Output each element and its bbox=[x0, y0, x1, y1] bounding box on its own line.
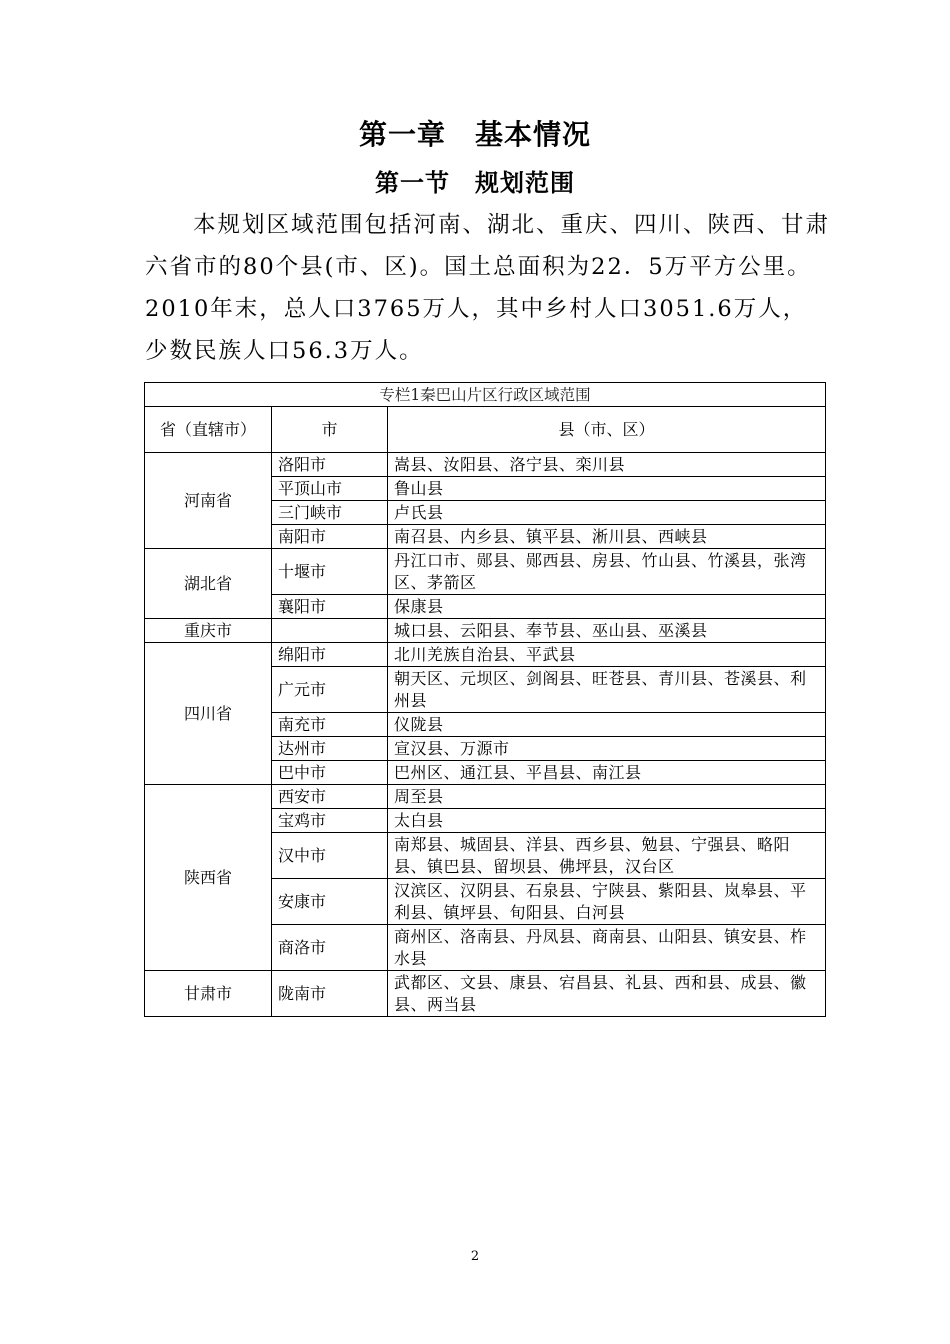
header-province: 省（直辖市） bbox=[145, 407, 272, 453]
county-cell: 周至县 bbox=[388, 785, 826, 809]
table-header-row bbox=[145, 407, 826, 453]
table-body bbox=[145, 383, 826, 1017]
city-cell: 汉中市 bbox=[272, 833, 388, 879]
table-row bbox=[145, 643, 826, 667]
province-cell: 陕西省 bbox=[145, 785, 272, 971]
province-cell: 四川省 bbox=[145, 643, 272, 785]
city-cell: 三门峡市 bbox=[272, 501, 388, 525]
table-row bbox=[145, 619, 826, 643]
city-cell: 南阳市 bbox=[272, 525, 388, 549]
city-cell: 巴中市 bbox=[272, 761, 388, 785]
city-cell: 南充市 bbox=[272, 713, 388, 737]
county-cell: 城口县、云阳县、奉节县、巫山县、巫溪县 bbox=[388, 619, 826, 643]
province-cell: 甘肃市 bbox=[145, 971, 272, 1017]
county-cell: 汉滨区、汉阴县、石泉县、宁陕县、紫阳县、岚皋县、平利县、镇坪县、旬阳县、白河县 bbox=[388, 879, 826, 925]
table-row bbox=[145, 971, 826, 1017]
province-cell: 重庆市 bbox=[145, 619, 272, 643]
admin-region-table bbox=[144, 382, 826, 1017]
county-cell: 朝天区、元坝区、剑阁县、旺苍县、青川县、苍溪县、利州县 bbox=[388, 667, 826, 713]
city-cell: 广元市 bbox=[272, 667, 388, 713]
chapter-title: 第一章 基本情况 bbox=[358, 118, 591, 151]
city-cell: 安康市 bbox=[272, 879, 388, 925]
header-county: 县（市、区） bbox=[388, 407, 826, 453]
city-cell: 洛阳市 bbox=[272, 453, 388, 477]
city-cell: 绵阳市 bbox=[272, 643, 388, 667]
city-cell: 西安市 bbox=[272, 785, 388, 809]
city-cell bbox=[272, 619, 388, 643]
county-cell: 太白县 bbox=[388, 809, 826, 833]
county-cell: 丹江口市、郧县、郧西县、房县、竹山县、竹溪县，张湾区、茅箭区 bbox=[388, 549, 826, 595]
county-cell: 武都区、文县、康县、宕昌县、礼县、西和县、成县、徽县、两当县 bbox=[388, 971, 826, 1017]
table-caption-row bbox=[145, 383, 826, 407]
table-row bbox=[145, 549, 826, 595]
city-cell: 平顶山市 bbox=[272, 477, 388, 501]
header-city: 市 bbox=[272, 407, 388, 453]
city-cell: 商洛市 bbox=[272, 925, 388, 971]
county-cell: 宣汉县、万源市 bbox=[388, 737, 826, 761]
city-cell: 襄阳市 bbox=[272, 595, 388, 619]
city-cell: 达州市 bbox=[272, 737, 388, 761]
county-cell: 卢氏县 bbox=[388, 501, 826, 525]
page-number: 2 bbox=[470, 1249, 480, 1264]
body-paragraph: 本规划区域范围包括河南、湖北、重庆、四川、陕西、甘肃六省市的80个县(市、区)。国土总面积为22．5万平方公里。2010年末，总人口3765万人，其中乡村人口3051.6万人，少数民族人口56.3万人。 bbox=[145, 212, 831, 364]
county-cell: 南郑县、城固县、洋县、西乡县、勉县、宁强县、略阳县、镇巴县、留坝县、佛坪县，汉台区 bbox=[388, 833, 826, 879]
section-title: 第一节 规划范围 bbox=[375, 169, 575, 197]
table-row bbox=[145, 785, 826, 809]
county-cell: 保康县 bbox=[388, 595, 826, 619]
county-cell: 南召县、内乡县、镇平县、淅川县、西峡县 bbox=[388, 525, 826, 549]
table-caption: 专栏1秦巴山片区行政区域范围 bbox=[145, 383, 826, 407]
county-cell: 北川羌族自治县、平武县 bbox=[388, 643, 826, 667]
province-cell: 河南省 bbox=[145, 453, 272, 549]
county-cell: 仪陇县 bbox=[388, 713, 826, 737]
county-cell: 商州区、洛南县、丹凤县、商南县、山阳县、镇安县、柞水县 bbox=[388, 925, 826, 971]
county-cell: 巴州区、通江县、平昌县、南江县 bbox=[388, 761, 826, 785]
county-cell: 嵩县、汝阳县、洛宁县、栾川县 bbox=[388, 453, 826, 477]
table-row bbox=[145, 453, 826, 477]
county-cell: 鲁山县 bbox=[388, 477, 826, 501]
city-cell: 十堰市 bbox=[272, 549, 388, 595]
city-cell: 宝鸡市 bbox=[272, 809, 388, 833]
province-cell: 湖北省 bbox=[145, 549, 272, 619]
city-cell: 陇南市 bbox=[272, 971, 388, 1017]
